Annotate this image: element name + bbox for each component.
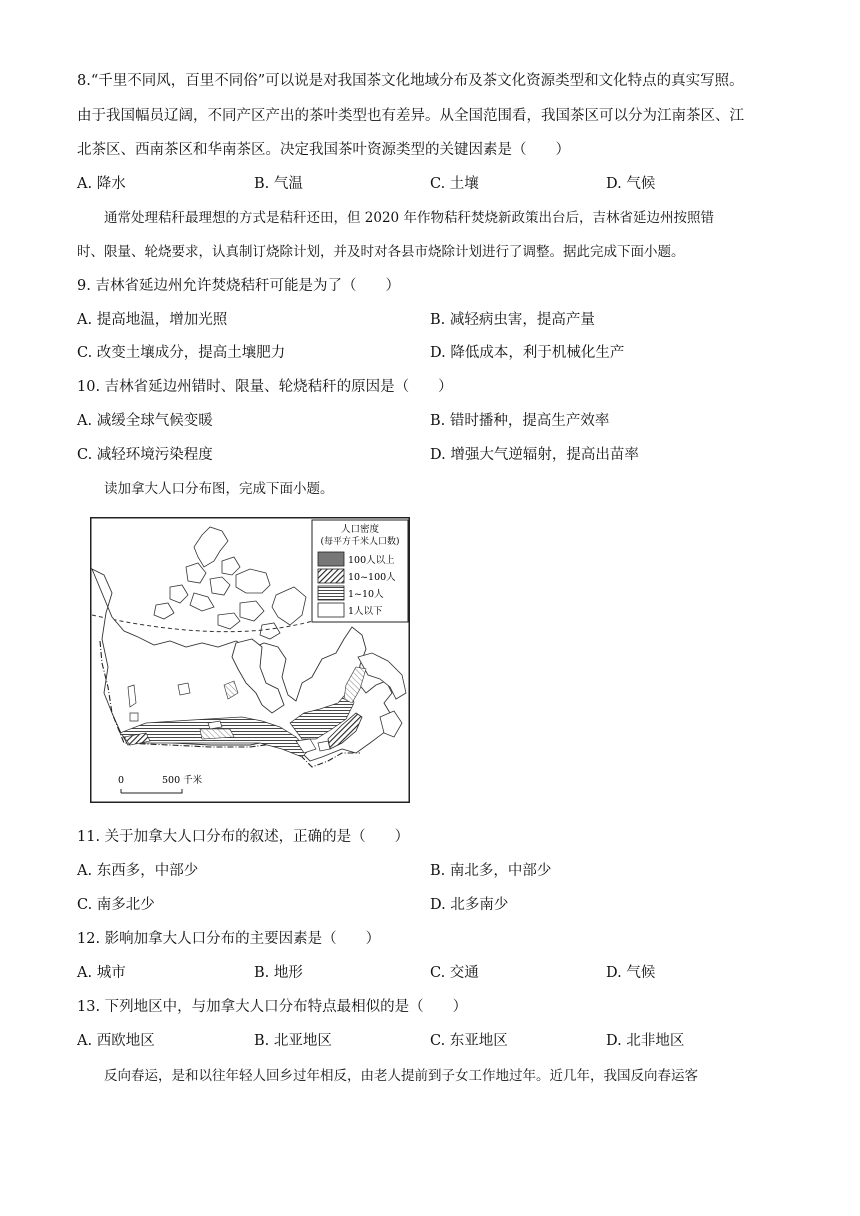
q11-option-b: B. 南北多，中部少 [430,863,552,879]
q11-option-a: A. 东西多，中部少 [77,863,199,879]
q10-option-d: D. 增强大气逆辐射，提高出苗率 [430,447,639,463]
legend-label-10-100: 10~100人 [348,572,396,583]
q13-option-b: B. 北亚地区 [254,1033,332,1049]
q9-option-a: A. 提高地温，增加光照 [77,312,228,328]
q13-option-a: A. 西欧地区 [77,1033,155,1049]
legend-swatch-1-10 [318,586,344,600]
legend-label-1-10: 1~10人 [348,589,384,600]
q13-option-c: C. 东亚地区 [430,1033,508,1049]
zone-10-100-prairie [200,729,234,739]
scale-zero: 0 [118,775,125,786]
q10-option-a: A. 减缓全球气候变暖 [77,413,213,429]
legend-swatch-10-100 [318,569,344,583]
q10-stem: 10. 吉林省延边州错时、限量、轮烧秸秆的原因是（ ） [77,379,453,395]
q12-option-b: B. 地形 [254,965,303,981]
q12-stem: 12. 影响加拿大人口分布的主要因素是（ ） [77,931,381,947]
legend-swatch-below-1 [318,603,344,617]
legend-title-2: (每平方千米人口数) [320,537,400,547]
q8-line-2: 由于我国幅员辽阔，不同产区产出的茶叶类型也有差异。从全国范围看，我国茶区可以分为江南茶区、江 [77,108,744,124]
q8-option-c: C. 土壤 [430,176,479,192]
legend-label-below-1: 1人以下 [348,606,383,617]
q9-option-d: D. 降低成本，利于机械化生产 [430,345,625,361]
legend-label-100-plus: 100人以上 [348,555,395,566]
intro1-line-1: 通常处理秸秆最理想的方式是秸秆还田，但 2020 年作物秸秆焚烧新政策出台后，吉林省延边州按照错 [104,210,714,226]
legend-title-1: 人口密度 [340,524,380,535]
q12-option-a: A. 城市 [77,965,126,981]
q13-option-d: D. 北非地区 [606,1033,685,1049]
intro3-text: 反向春运，是和以往年轻人回乡过年相反，由老人提前到子女工作地过年。近几年，我国反向春运客 [104,1068,698,1084]
q11-option-c: C. 南多北少 [77,897,155,913]
canada-population-map [90,517,410,803]
q11-stem: 11. 关于加拿大人口分布的叙述，正确的是（ ） [77,829,410,845]
q12-option-c: C. 交通 [430,965,479,981]
q11-option-d: D. 北多南少 [430,897,509,913]
q13-stem: 13. 下列地区中，与加拿大人口分布特点最相似的是（ ） [77,999,468,1015]
q12-option-d: D. 气候 [606,965,656,981]
q8-line-3: 北茶区、西南茶区和华南茶区。决定我国茶叶资源类型的关键因素是（ ） [77,142,570,158]
q8-option-a: A. 降水 [77,176,126,192]
q10-option-b: B. 错时播种，提高生产效率 [430,413,610,429]
q8-option-b: B. 气温 [254,176,303,192]
q9-option-b: B. 减轻病虫害，提高产量 [430,312,595,328]
q8-line-1: 8.“千里不同风，百里不同俗”可以说是对我国茶文化地域分布及茶文化资源类型和文化特点的真实写照。 [77,73,744,89]
intro1-line-2: 时、限量、轮烧要求，认真制订烧除计划，并及时对各县市烧除计划进行了调整。据此完成下面小题。 [77,244,685,260]
scale-label: 500 千米 [162,775,203,786]
legend-swatch-100-plus [318,552,344,566]
q9-stem: 9. 吉林省延边州允许焚烧秸秆可能是为了（ ） [77,278,400,294]
map-legend [312,520,408,622]
q8-option-d: D. 气候 [606,176,656,192]
q9-option-c: C. 改变土壤成分，提高土壤肥力 [77,345,286,361]
q10-option-c: C. 减轻环境污染程度 [77,447,213,463]
intro2-text: 读加拿大人口分布图，完成下面小题。 [104,481,334,497]
